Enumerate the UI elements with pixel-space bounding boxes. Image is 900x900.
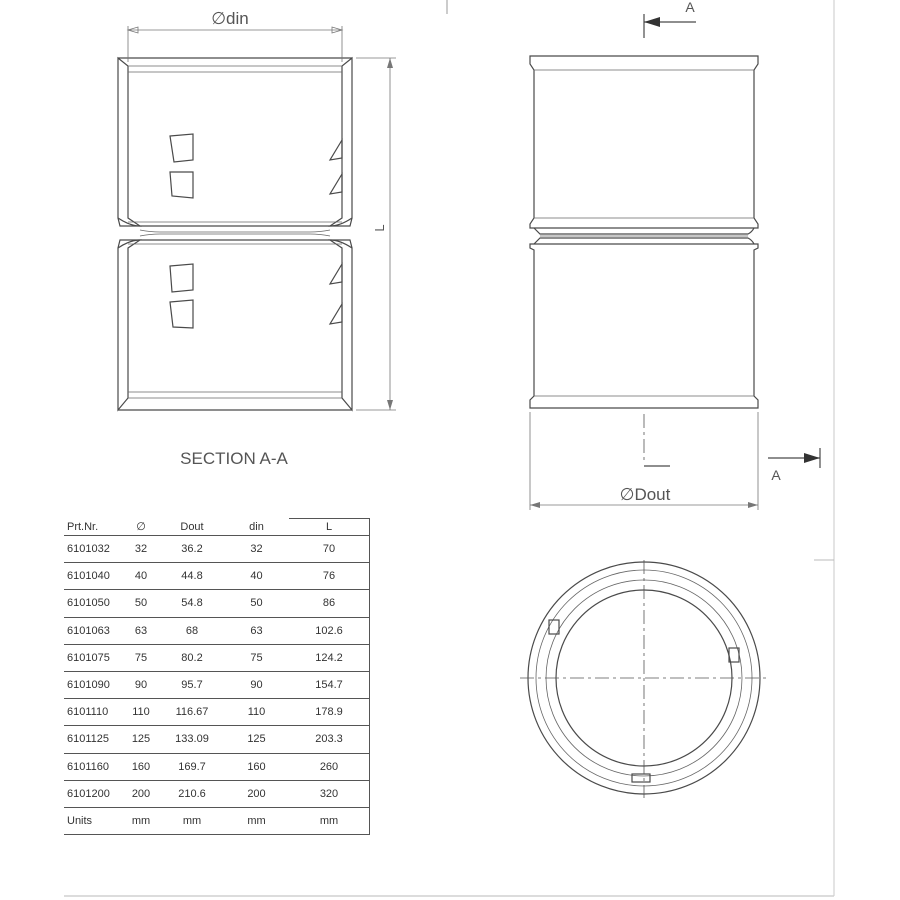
table-cell: 50 (250, 597, 263, 610)
table-cell: 110 (247, 706, 266, 719)
table-cell: 6101032 (67, 543, 110, 556)
table-cell: 154.7 (289, 671, 370, 698)
header-dout: Dout (180, 520, 204, 533)
table-row (64, 699, 370, 726)
tooth-4 (330, 304, 342, 324)
table-cell: 125 (131, 733, 151, 746)
table-cell: 133.09 (175, 733, 209, 746)
table-cell: 178.9 (289, 699, 370, 726)
dimensions-table (64, 518, 370, 835)
table-cell: 200 (131, 787, 151, 800)
section-marker-top (644, 0, 696, 38)
table-cell: 63 (250, 624, 263, 637)
table-cell: 40 (250, 570, 263, 583)
section-marker-bottom (768, 448, 820, 483)
table-cell: 203.3 (289, 726, 370, 753)
table-cell: 68 (185, 624, 199, 637)
header-din: din (249, 520, 264, 533)
table-cell: 54.8 (181, 597, 203, 610)
table-cell: 6101090 (67, 679, 110, 692)
header-length: L (289, 519, 370, 536)
table-cell: mm (247, 814, 266, 827)
section-marker-bottom-label: A (771, 467, 781, 483)
table-row (64, 807, 370, 834)
slot-upper-2 (170, 172, 193, 198)
table-cell: 110 (132, 706, 150, 719)
table-cell: 75 (134, 651, 148, 664)
table-cell: 124.2 (289, 644, 370, 671)
table-cell: 36.2 (181, 543, 203, 556)
table-cell: 6101200 (67, 787, 110, 800)
table-cell: 6101040 (67, 570, 110, 583)
table-cell: Units (67, 814, 93, 827)
table-cell: 75 (250, 651, 263, 664)
table-cell: mm (131, 814, 151, 827)
table-cell: 6101050 (67, 597, 110, 610)
table-cell: 63 (134, 624, 148, 637)
table-cell: 86 (289, 590, 370, 617)
table-cell: 6101110 (67, 706, 109, 719)
section-title: SECTION A-A (180, 449, 288, 468)
table-cell: 116.67 (175, 706, 209, 719)
table-row (64, 590, 370, 617)
table-row (64, 726, 370, 753)
table-cell: 160 (131, 760, 151, 773)
table-cell: 50 (134, 597, 148, 610)
dout-dimension-label: ∅Dout (619, 485, 671, 504)
header-nominal-diameter: ∅ (136, 521, 146, 534)
din-dimension-label: ∅din (211, 9, 249, 28)
table-row (64, 563, 370, 590)
table-cell: 76 (289, 563, 370, 590)
table-cell: 6101063 (67, 624, 110, 637)
table-cell: 80.2 (181, 651, 203, 664)
section-marker-top-label: A (685, 0, 695, 15)
table-cell: 102.6 (289, 617, 370, 644)
section-wall-left-lower (118, 240, 140, 410)
table-cell: 90 (250, 679, 263, 692)
tooth-2 (330, 174, 342, 194)
slot-upper-1 (170, 134, 193, 162)
table-header-row (64, 519, 370, 536)
table-row (64, 617, 370, 644)
table-cell: 200 (247, 787, 266, 800)
table-row (64, 780, 370, 807)
table-cell: 90 (134, 679, 148, 692)
table-cell: mm (182, 814, 202, 827)
table-row (64, 536, 370, 563)
table-cell: mm (289, 807, 370, 834)
end-view (520, 560, 768, 798)
section-view (118, 9, 396, 468)
table-cell: 260 (289, 753, 370, 780)
table-cell: 6101075 (67, 651, 110, 664)
table-cell: 70 (289, 536, 370, 563)
slot-lower-2 (170, 300, 193, 328)
table-cell: 95.7 (181, 679, 203, 692)
table-row (64, 644, 370, 671)
tooth-1 (330, 140, 342, 160)
front-view (530, 0, 820, 510)
table-cell: 169.7 (178, 760, 206, 773)
table-cell: 44.8 (181, 570, 203, 583)
table-cell: 210.6 (178, 787, 206, 800)
table-row (64, 753, 370, 780)
table-cell: 40 (134, 570, 148, 583)
table-cell: 160 (247, 760, 266, 773)
slot-lower-1 (170, 264, 193, 292)
table-cell: 32 (250, 543, 263, 556)
table-row (64, 671, 370, 698)
length-dimension-label: L (372, 224, 387, 232)
tooth-3 (330, 264, 342, 284)
table-cell: 320 (289, 780, 370, 807)
table-cell: 125 (247, 733, 266, 746)
section-wall-left-upper (118, 58, 140, 226)
table-cell: 32 (134, 543, 148, 556)
table-cell: 6101125 (67, 733, 110, 746)
table-cell: 6101160 (67, 760, 110, 773)
header-part-number: Prt.Nr. (67, 520, 99, 533)
